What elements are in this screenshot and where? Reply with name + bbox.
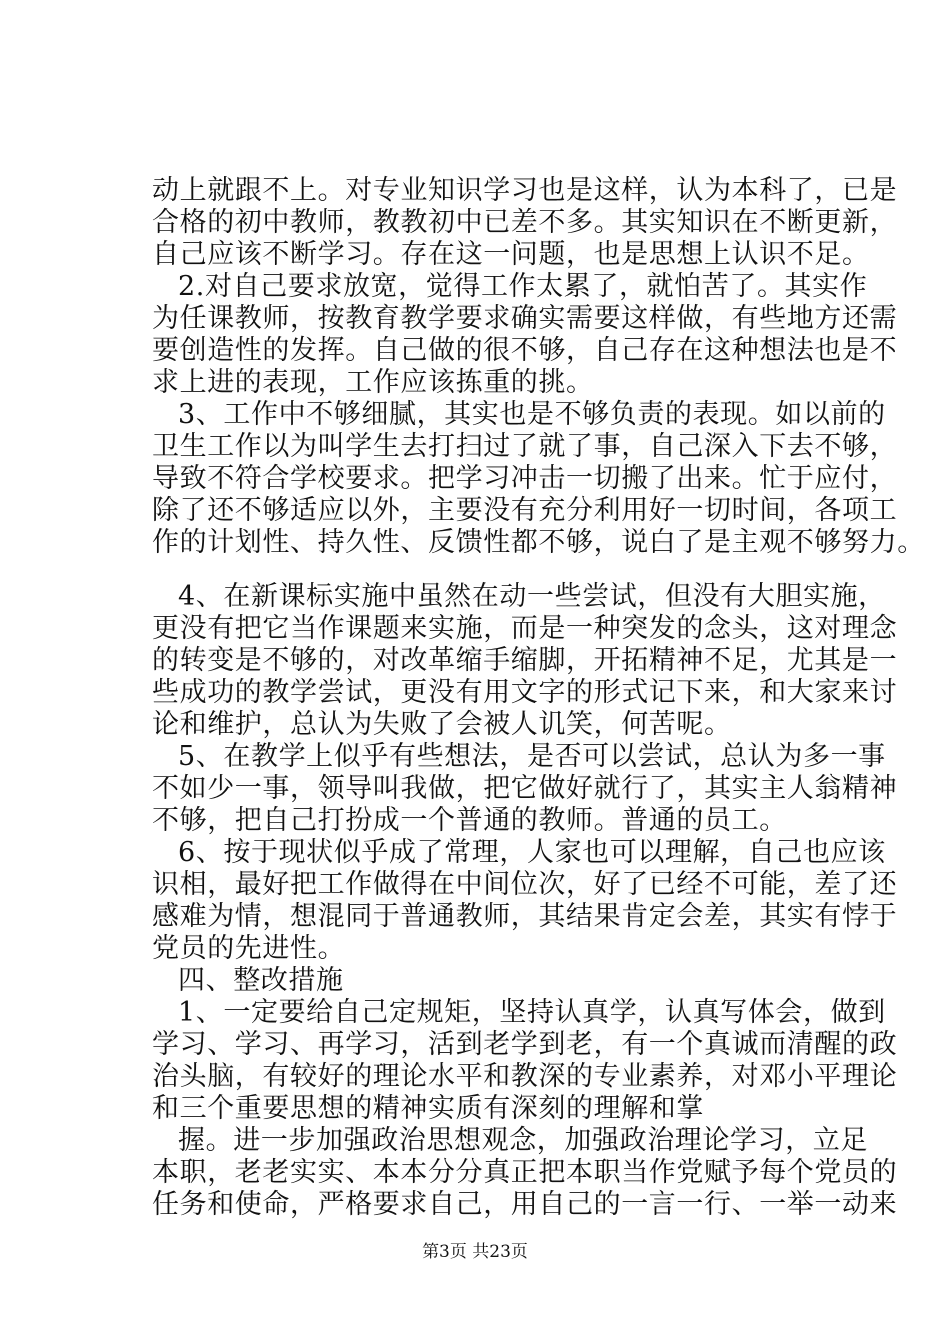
text-line: 求上进的表现，工作应该拣重的挑。 bbox=[152, 367, 594, 398]
text-line: 本职，老老实实、本本分分真正把本职当作党赋予每个党员的 bbox=[152, 1157, 898, 1188]
text-line: 自己应该不断学习。存在这一问题，也是思想上认识不足。 bbox=[152, 239, 870, 270]
text-line: 动上就跟不上。对专业知识学习也是这样，认为本科了，已是 bbox=[152, 175, 898, 206]
page-number: 第3页 共23页 bbox=[422, 1242, 528, 1262]
text-line: 不如少一事，领导叫我做，把它做好就行了，其实主人翁精神 bbox=[152, 773, 898, 804]
text-line: 导致不符合学校要求。把学习冲击一切搬了出来。忙于应付， bbox=[152, 463, 898, 494]
text-line: 合格的初中教师，教教初中已差不多。其实知识在不断更新， bbox=[152, 207, 898, 238]
text-line: 为任课教师，按教育教学要求确实需要这样做，有些地方还需 bbox=[152, 303, 898, 334]
text-line: 3、工作中不够细腻，其实也是不够负责的表现。如以前的 bbox=[178, 399, 886, 430]
text-line: 1、一定要给自己定规矩，坚持认真学，认真写体会，做到 bbox=[178, 997, 886, 1028]
text-line: 论和维护，总认为失败了会被人讥笑，何苦呢。 bbox=[152, 709, 732, 740]
text-line: 些成功的教学尝试，更没有用文字的形式记下来，和大家来讨 bbox=[152, 677, 898, 708]
text-line: 的转变是不够的，对改革缩手缩脚，开拓精神不足，尤其是一 bbox=[152, 645, 898, 676]
text-line: 握。进一步加强政治思想观念，加强政治理论学习，立足 bbox=[178, 1125, 868, 1156]
text-line: 更没有把它当作课题来实施，而是一种突发的念头，这对理念 bbox=[152, 613, 898, 644]
text-line: 4、在新课标实施中虽然在动一些尝试，但没有大胆实施， bbox=[178, 581, 886, 612]
text-line: 6、按于现状似乎成了常理，人家也可以理解，自己也应该 bbox=[178, 837, 886, 868]
text-line: 5、在教学上似乎有些想法，是否可以尝试，总认为多一事 bbox=[178, 741, 886, 772]
text-line: 2.对自己要求放宽，觉得工作太累了，就怕苦了。其实作 bbox=[178, 271, 868, 302]
text-line: 治头脑，有较好的理论水平和教深的专业素养，对邓小平理论 bbox=[152, 1061, 898, 1092]
text-line: 感难为情，想混同于普通教师，其结果肯定会差，其实有悖于 bbox=[152, 901, 898, 932]
text-line: 识相，最好把工作做得在中间位次，好了已经不可能，差了还 bbox=[152, 869, 898, 900]
text-line: 卫生工作以为叫学生去打扫过了就了事，自己深入下去不够， bbox=[152, 431, 898, 462]
text-line: 党员的先进性。 bbox=[152, 933, 346, 964]
text-line: 和三个重要思想的精神实质有深刻的理解和掌 bbox=[152, 1093, 704, 1124]
text-line: 要创造性的发挥。自己做的很不够，自己存在这种想法也是不 bbox=[152, 335, 898, 366]
text-line: 不够，把自己打扮成一个普通的教师。普通的员工。 bbox=[152, 805, 787, 836]
section-heading: 四、整改措施 bbox=[178, 965, 344, 996]
text-line: 作的计划性、持久性、反馈性都不够，说白了是主观不够努力。 bbox=[152, 527, 925, 558]
text-line: 除了还不够适应以外，主要没有充分利用好一切时间，各项工 bbox=[152, 495, 898, 526]
text-line: 任务和使命，严格要求自己，用自己的一言一行、一举一动来 bbox=[152, 1189, 898, 1220]
text-line: 学习、学习、再学习，活到老学到老，有一个真诚而清醒的政 bbox=[152, 1029, 898, 1060]
